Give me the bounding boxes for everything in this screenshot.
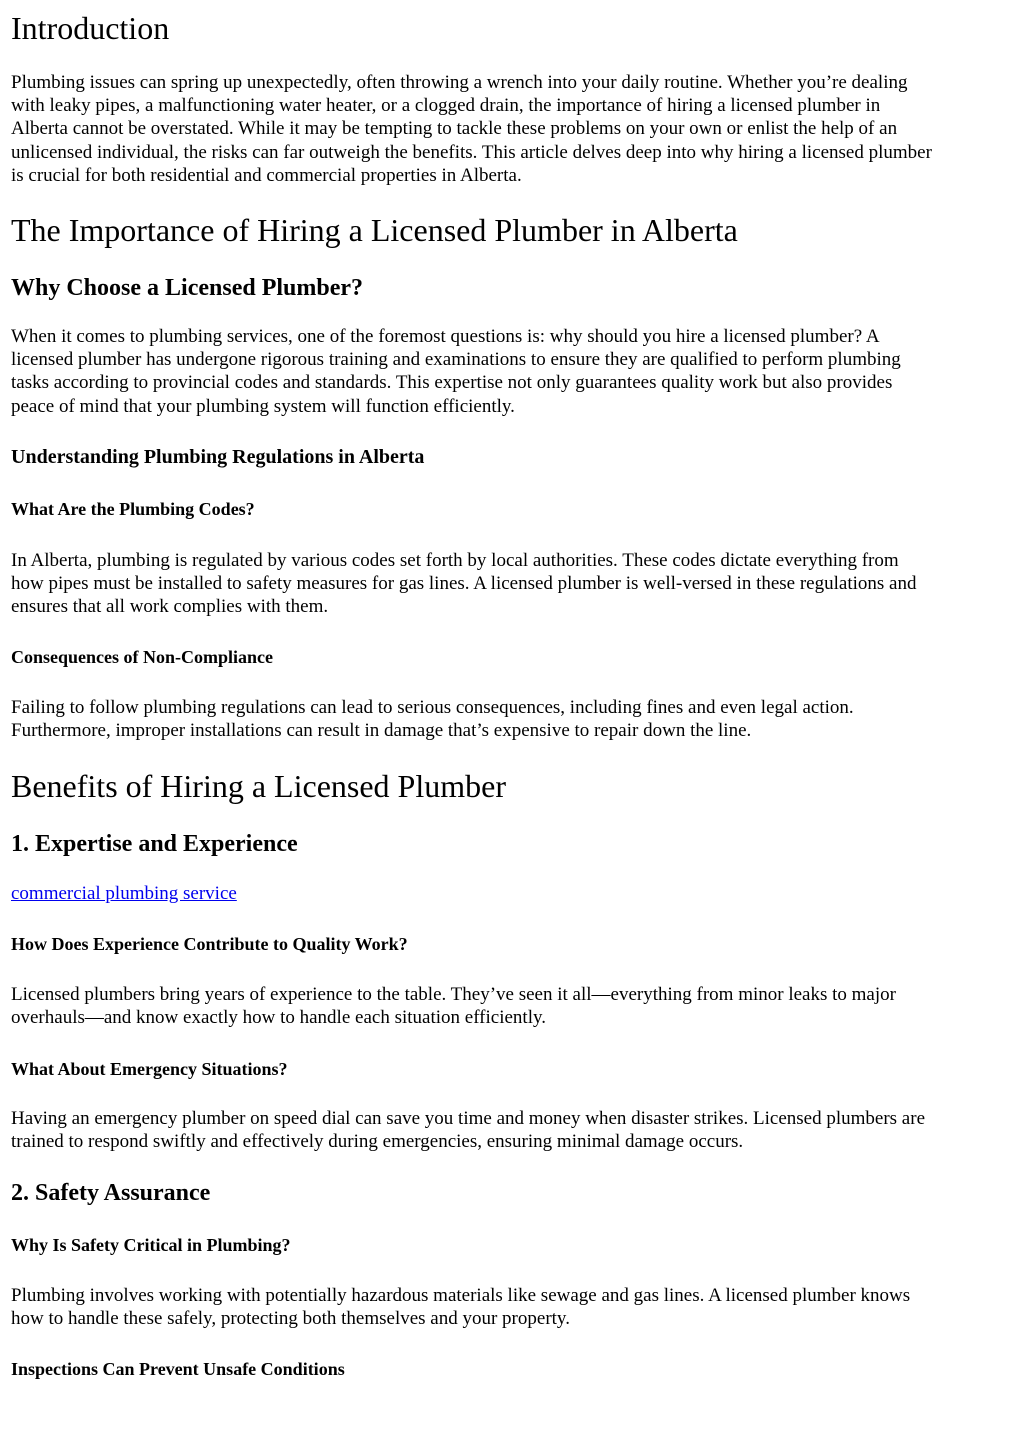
why-line-2: licensed plumber has undergone rigorous training and examinations to ensure they are qualified to perform plumbing [11,349,901,371]
emergency-line-2: trained to respond swiftly and effectively during emergencies, ensuring minimal damage occurs. [11,1131,744,1153]
safety-heading: 2. Safety Assurance [11,1180,211,1206]
safety-line-2: how to handle these safely, protecting both themselves and your property. [11,1308,570,1330]
safety-line-1: Plumbing involves working with potentially hazardous materials like sewage and gas lines. A licensed plumber knows [11,1285,911,1306]
why-line-4: peace of mind that your plumbing system will function efficiently. [11,395,515,417]
intro-line-4: unlicensed individual, the risks can far outweigh the benefits. This article delves deep into why hiring a licensed plumber [11,141,932,163]
intro-heading: Introduction [11,10,170,46]
noncompliance-paragraph [11,696,1019,742]
emergency-line-1: Having an emergency plumber on speed dial can save you time and money when disaster strikes. Licensed plumbers are [11,1108,926,1129]
noncomp-line-1: Failing to follow plumbing regulations can lead to serious consequences, including fines and even legal action. [11,697,854,718]
codes-line-2: how pipes must be installed to safety measures for gas lines. A licensed plumber is well-versed in these regulations and [11,573,917,595]
quality-paragraph [11,983,1019,1029]
emergency-heading: What About Emergency Situations? [11,1059,288,1079]
importance-heading: The Importance of Hiring a Licensed Plumber in Alberta [11,212,738,248]
intro-line-3: Alberta cannot be overstated. While it may be tempting to tackle these problems on your own or enlist the help of an [11,118,898,140]
benefits-heading: Benefits of Hiring a Licensed Plumber [11,768,506,804]
codes-paragraph [11,549,1019,619]
noncomp-line-2: Furthermore, improper installations can result in damage that’s expensive to repair down the line. [11,720,752,742]
inspections-heading: Inspections Can Prevent Unsafe Conditions [11,1359,345,1379]
why-line-1: When it comes to plumbing services, one of the foremost questions is: why should you hire a licensed plumber? A [11,326,880,347]
quality-heading: How Does Experience Contribute to Quality Work? [11,934,408,954]
intro-paragraph [11,71,1019,187]
why-heading: Why Choose a Licensed Plumber? [11,275,364,301]
commercial-plumbing-link[interactable]: commercial plumbing service [11,883,237,904]
why-paragraph [11,325,1019,418]
why-line-3: tasks according to provincial codes and standards. This expertise not only guarantees quality work but also provides [11,372,893,394]
regs-heading: Understanding Plumbing Regulations in Alberta [11,446,425,468]
noncompliance-heading: Consequences of Non-Compliance [11,647,274,667]
safety-paragraph [11,1284,1019,1330]
codes-heading: What Are the Plumbing Codes? [11,499,255,519]
intro-line-5: is crucial for both residential and commercial properties in Alberta. [11,164,522,186]
quality-line-2: overhauls—and know exactly how to handle each situation efficiently. [11,1007,547,1029]
intro-line-2: with leaky pipes, a malfunctioning water heater, or a clogged drain, the importance of hiring a licensed plumber in [11,95,881,117]
quality-line-1: Licensed plumbers bring years of experience to the table. They’ve seen it all—everything from minor leaks to major [11,984,896,1005]
emergency-paragraph [11,1107,1019,1153]
codes-line-1: In Alberta, plumbing is regulated by various codes set forth by local authorities. These codes dictate everything from [11,550,899,571]
safety-critical-heading: Why Is Safety Critical in Plumbing? [11,1235,291,1255]
codes-line-3: ensures that all work complies with them. [11,596,329,618]
expertise-heading: 1. Expertise and Experience [11,831,298,857]
intro-line-1: Plumbing issues can spring up unexpectedly, often throwing a wrench into your daily routine. Whether you’re dealing [11,72,908,93]
